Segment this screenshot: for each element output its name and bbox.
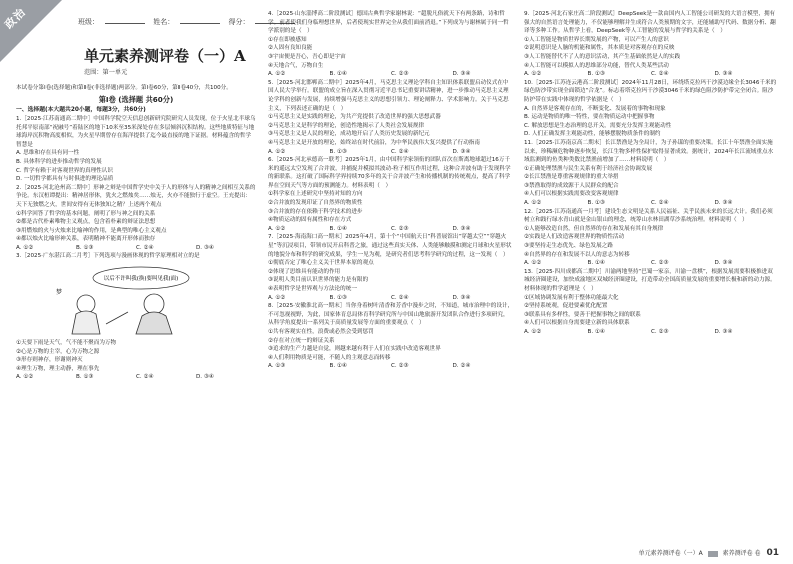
footer-label: 卷 (754, 550, 761, 557)
answer-choice[interactable]: D. ②④ (452, 363, 471, 370)
class-field-label: 班级： (78, 18, 99, 26)
option-list (16, 339, 256, 373)
figure-2-head (144, 294, 164, 314)
answer-choices (16, 373, 256, 382)
option-statement: ④物质运动的固有属性和存在方式 (268, 217, 352, 224)
option-statement: ①科学家在上述研究中坚持对知的方向 (268, 191, 363, 198)
option-list (524, 294, 778, 328)
page-title: 单元素养测评卷（一）A (84, 47, 246, 65)
option-statement: ③要坚持走生态优先、绿色发展之路 (524, 243, 613, 250)
answer-choices (268, 362, 514, 371)
question (16, 252, 256, 382)
option-statement: ②人固有良知良能 (268, 45, 313, 52)
answer-choice[interactable]: A. ①② (268, 294, 286, 301)
option-list (16, 210, 256, 244)
answer-choice[interactable]: B. ①③ (587, 71, 605, 78)
answer-choice[interactable]: A. ①② (268, 148, 286, 155)
col2-question-list (268, 10, 514, 371)
cartoon-illustration (46, 264, 196, 336)
option-statement: ①正确处理禁渔与民生关系有利于经济社会协调发展 (524, 165, 653, 172)
option-statement: ①区域协调发展有利于整体功能最大化 (524, 294, 619, 301)
option-statement: ②心是万物的主宰，心为万物之源 (16, 348, 100, 355)
answer-choice[interactable]: A. ①② (524, 260, 542, 267)
answer-choice[interactable]: C. ②④ (136, 244, 154, 251)
answer-choice[interactable]: D. ③④ (452, 294, 471, 301)
option-statement: ③宇宙便是吾心，吾心即是宇宙 (268, 53, 346, 60)
answer-choice[interactable]: C. ②③ (651, 328, 669, 335)
answer-choice[interactable]: D. ③④ (452, 71, 471, 78)
answer-choice[interactable]: B. ①④ (329, 225, 347, 232)
question (268, 233, 514, 302)
answer-choice[interactable]: B. ①③ (587, 200, 605, 207)
answer-choices (524, 328, 778, 337)
footer-divider (708, 551, 718, 557)
option-statement: ①人能够改造自然，但自然界的存在和发展有其自身规律 (524, 225, 664, 232)
answer-choice[interactable]: D. ③④ (714, 200, 733, 207)
answer-choice[interactable]: A. ①② (524, 328, 542, 335)
question (524, 208, 778, 268)
answer-choice[interactable]: C. ②④ (391, 294, 409, 301)
option-list (268, 113, 514, 147)
question (16, 184, 256, 253)
answer-choice[interactable]: C. ②③ (651, 260, 669, 267)
answer-choices (268, 294, 514, 303)
option-statement: ③联系具有多样性，要善于把握事物之间的联系 (524, 311, 641, 318)
question-stem: 7.［2025·海南海口高一期末］2025年4月，第十个“中国航天日”科普展馆出“穿越太空”“穿越火星”等沉浸项目，带领市民开启科普之旅，通过这些真实天体、人类能够触摸和测定月球和火星形状的地貌分布和科学的研究成果，学生一见为观，是研究者们思考科学研究的过程，这一发现（ ） (268, 234, 512, 258)
option-statement: ④马克思主义是开放的理论，始终站在时代前沿，为中华民族伟大复兴提供了行动指南 (268, 139, 480, 146)
column-3 (524, 10, 778, 337)
option-statement: ①共有客观实在性，浪费或必然会受到惩罚 (268, 328, 374, 335)
option-list (268, 36, 514, 70)
option-list (268, 190, 514, 224)
option-statement: C. 哲学有赖于对客观世界的真理性认识 (16, 167, 113, 174)
answer-choice[interactable]: C. ②④ (136, 374, 154, 381)
question-stem: 11.［2025·江苏南京高二期末］长江禁渔是为全局计，为子孙谋的重要决策。长江十年禁渔全面实施以来，珍稀濒危物种逐步恢复，长江生物多样性保护取得显著成效。据统计，2024年长江流域重点水域监测到的鱼类种类数比禁渔前增加了……材料说明（ ） (524, 139, 774, 164)
option-statement: ③说明人类目前认识世界的能力是有限的 (268, 277, 369, 284)
question-stem: 8.［2025·安徽淮北高一期末］当你身着树叶清香和芳香中漫步之时，不知道，城市治理中的设计，不可忽视视野，为此，国家体育总局体育科学研究所与中国山地旅游开发团队合作进行多项研究，从科学角度提出一系列关于高质量发展等方面的重要观点（ ） (268, 303, 514, 327)
option-statement: ②合并波的发现印证了自然界的物质性 (268, 200, 363, 207)
answer-choice[interactable]: C. ②④ (391, 148, 409, 155)
answer-choice[interactable]: D. ③④ (452, 148, 471, 155)
answer-choice[interactable]: B. ①④ (587, 328, 605, 335)
option-statement: ①科学回答了哲学的基本问题，阐明了形与神之间的关系 (16, 210, 156, 217)
option-statement: ④理生万物，理主动静，理在事先 (16, 365, 100, 372)
answer-choice[interactable]: D. ③④ (714, 71, 733, 78)
score-field-label: 得分： (228, 18, 250, 26)
question-stem: 13.［2025·四川成都高二期中］川渝两地坚持“巴蜀一家亲，川渝一盘棋”，根据发展需要积极推进双城经济圈建设，加快成渝地区双城经济圈建设，打造带动全国高质量发展的重要增长极和新的动力源。材料体现的哲学道理是（ ） (524, 268, 776, 292)
answer-choice[interactable]: D. ③④ (196, 244, 214, 251)
column-2 (268, 10, 514, 371)
option-statement: ①天要下雨是天气，气不能不聚而为万物 (16, 340, 117, 347)
option-list (268, 328, 514, 362)
option-statement: D. 一切哲学都具有与时俱进的理论品质 (16, 176, 114, 183)
answer-choice[interactable]: C. ②④ (651, 200, 669, 207)
answer-choice[interactable]: A. ①② (268, 71, 286, 78)
option-list (16, 149, 256, 183)
question (524, 79, 778, 139)
answer-choices (524, 199, 778, 208)
col1-question-list (16, 115, 256, 382)
answer-choice[interactable]: B. ①③ (329, 294, 347, 301)
footer-middle: 素养测评卷 (722, 550, 753, 557)
answer-choice[interactable]: B. ①③ (76, 244, 94, 251)
option-statement: ④人们可以根据自身需要建立新的具体联系 (524, 320, 630, 327)
option-statement: ②都是古代朴素唯物主义观点，包含着朴素的辩证法思想 (16, 219, 156, 226)
option-list (524, 165, 778, 199)
answer-choice[interactable]: C. ②④ (651, 71, 669, 78)
question (268, 302, 514, 371)
option-list (524, 225, 778, 259)
option-statement: C. 解放思想是生态治理的总开关，需要充分发挥主观能动性 (524, 122, 672, 129)
question (524, 268, 778, 337)
option-statement: ④表明哲学是世界观与方法论的统一 (268, 286, 357, 292)
answer-choice[interactable]: B. ①④ (329, 363, 347, 370)
answer-choice[interactable]: D. ③④ (196, 374, 214, 381)
page-footer (639, 548, 779, 558)
question (524, 139, 778, 208)
option-statement: A. 自然界是客观存在的，不断变化、发展着的事物和现象 (524, 105, 666, 112)
option-statement: ①马克思主义是实践的理论，为共产党提供了改造世界的强大思想武器 (268, 114, 441, 121)
answer-choice[interactable]: B. ①④ (329, 71, 347, 78)
question-stem: 10.［2025·江苏连云港高二阶段测试］2024年11月28日，环绕塔克拉玛干沙漠边缘全长3046千米的绿色防沙带实现全面锁边“合龙”。标志着塔克拉玛干沙漠3046千米的绿色阻沙防护带完全闭合。阻沙防护带在实践中体现的哲学依据是（ ） (524, 79, 777, 103)
answer-choice[interactable]: A. ①② (16, 374, 34, 381)
question (524, 10, 778, 79)
answer-choice[interactable]: C. ②③ (391, 71, 409, 78)
option-statement: B. 具体科学的进步推动哲学的发展 (16, 158, 102, 165)
option-statement: ④人们利用物质是可能，不随人的主观意志而转移 (268, 354, 391, 361)
question-stem: 5.［2025·河北邯郸高二期中］2025年4月，马克思主义理论学科自主知识体系联盟启动仪式在中国人民大学举行。联盟的成立旨在深入贯彻习近平总书记重要讲话精神，进一步推动马克思主义理论学科的创新与发展，持续增强马克思主义的思想引领力、理论阐释力、学术影响力。关于马克思主义，下列表述正确的是（ ） (268, 79, 509, 112)
answer-choice[interactable]: A. ①② (524, 71, 542, 78)
answer-choices (16, 244, 256, 253)
question-stem: 4.［2025·山东淄博高二阶段测试］德国古典哲学家谢林说：“超脱凡俗就天下有两条路，诗和哲学。前者使我们身临理想世界，后者使现实世界完全从我们面前消退。”下列成为与谢林属于同一哲学派别的是（ ） (268, 11, 509, 35)
option-statement: ②实践是人们改造客观世界的物质性活动 (524, 234, 625, 241)
answer-choice[interactable]: C. ②③ (391, 363, 409, 370)
answer-choice[interactable]: A. ①② (16, 244, 34, 251)
scope-text: 范围：第一单元 (84, 69, 128, 76)
question-stem: 9.［2025·河北石家庄高二阶段测试］DeepSeek是一款由国内人工智能公司研发的大语言模型，拥有强大的自然语言处理能力，不仅能够理解并生成符合人类预期的文字，还能辅助写代码、数据分析、翻译等多种工作。从哲学上看，DeepSeek等人工智能的发展与哲学的关系是（ ） (524, 11, 776, 35)
question-stem: 12.［2025·江苏南通高一月考］建设生态文明是关系人民福祉、关乎民族未来的长远大计。我们必须树立和践行绿水青山就是金山银山的理念，统筹山水林田湖草沙系统治理。材料说明（ ） (524, 208, 773, 224)
question-stem: 2.［2025·河北沧州高二期中］形神之辩是中国哲学史中关于人的形体与人的精神之间相互关系的争论。东汉桓谭提出：精神居形体，犹火之燃烛矣……烛无，火亦不能独行于虚空。王充提出：天下无独燃之火，世间安得有无体独知之精？上述两个观点 (16, 184, 256, 208)
option-statement: ②说明意识是人脑的机能和属性，其本质是对客观存在的反映 (524, 45, 675, 52)
answer-choice[interactable]: B. ①④ (587, 260, 605, 267)
answer-choice[interactable]: D. ③④ (452, 225, 471, 232)
option-statement: D. 人们正确发挥主观能动性，能够摆脱物质条件的制约 (524, 131, 661, 138)
option-statement: ④都以烛火比喻形神关系，表明精神不能离开形体而独存 (16, 236, 156, 243)
option-statement: ①人工智能是物质世界长期发展的产物，可以产生人的意识 (524, 36, 669, 43)
name-field-label: 姓名： (153, 18, 175, 26)
question-stem: 3.［2025·广东湛江高二月考］下列选项与漫画体现的哲学原理相对立的是 (16, 253, 200, 260)
answer-choice[interactable]: B. ①③ (329, 148, 347, 155)
question (268, 10, 514, 79)
cartoon-svg (46, 264, 196, 336)
option-statement: ②体现了思维具有能动的作用 (268, 268, 341, 275)
answer-choices (268, 225, 514, 234)
figure-1-head (77, 295, 95, 313)
option-statement: ③形存则神存，形谢则神灭 (16, 357, 83, 364)
answer-choices (268, 70, 514, 79)
cartoon-caption: 以后不许叫我(换)要叫见我(面) (103, 276, 179, 283)
answer-choices (524, 259, 778, 268)
option-statement: ④天地合气，万物自生 (268, 62, 324, 69)
intro-text: 本试卷分第Ⅰ卷(选择题)和第Ⅱ卷(非选择题)两部分。第Ⅰ卷60分，第Ⅱ卷40分，共100分。 (16, 84, 232, 91)
option-list (524, 36, 778, 70)
answer-choice[interactable]: A. ①② (524, 200, 542, 207)
figure-2-body (136, 312, 172, 334)
option-statement: ③人工智能替代不了人的意识活动，其产生基础依然是人的实践 (524, 53, 681, 60)
option-list (268, 259, 514, 293)
answer-choice[interactable]: D. ③④ (714, 328, 733, 335)
question-stem: 6.［2025·河北承德高一联考］2025年1月，由中国科学家领衔的团队首次在斯离地球超过16万千米的遥远太空发现了合并波，并捕捉并模拟其波动-粒子相互作用过程，这种合并波有助于发现科学的新联系。这打破了国际科学界持续70多年的关于合并波产生和传播机制的传统观点，提高了科学界在空间天气等方面的预测能力。材料表明（ ） (268, 157, 511, 189)
page-number: 01 (766, 548, 779, 558)
answer-choice[interactable]: A. ①② (268, 225, 286, 232)
answer-choice[interactable]: D. ③④ (714, 260, 733, 267)
option-statement: ②存在对立统一的辩证关系 (268, 337, 335, 344)
answer-choice[interactable]: A. ①③ (268, 363, 286, 370)
section-1-heading: 一、选择题(本大题共20小题，每题3分，共60分) (16, 107, 146, 114)
option-statement: ③禁渔取得的成效源于人民群众的配合 (524, 182, 619, 189)
option-statement: ③追求的生产力越是自觉，则越来越有利于人们在实践中改造客观世界 (268, 346, 441, 353)
part-1-heading: 第Ⅰ卷 (选择题 共60分) (98, 94, 174, 104)
option-statement: ③用燃烛的火与火烛来比喻神的作用，是典型的唯心主义观点 (16, 227, 167, 234)
option-statement: ②长江禁渔是尊重客观规律的重大举措 (524, 174, 619, 181)
question-stem: 1.［2025·江苏南通高二期中］中国科学院空天信息创新研究院研究人员发现，位于火星北半球乌托邦平原南部“祝融号”着陆区的地下10米至35米深处存在多层倾斜沉积结构。这些地质特征与地球海岸沉积物高度相似，为火星早期曾存在海洋提供了迄今最直接的地下证据。材料蕴含的哲学智慧是 (16, 115, 256, 148)
option-statement: ④人工智能可以模拟人的思维部分功能，替代人类某些活动 (524, 62, 669, 69)
answer-choices (268, 148, 514, 157)
option-list (524, 105, 778, 139)
option-statement: ①彻底否定了唯心主义关于世界本原的观点 (268, 260, 374, 267)
option-statement: ③马克思主义是人民的理论，成功地开启了人类历史发展的新纪元 (268, 131, 430, 138)
column-1 (16, 10, 256, 382)
cartoon-label: 梦 (56, 289, 63, 297)
question (268, 79, 514, 156)
question (16, 115, 256, 184)
col3-question-list (524, 10, 778, 337)
option-statement: B. 运动是物质的唯一特性，要在物质运动中把握事物 (524, 114, 655, 121)
footer-left: 单元素养测评卷（一）A (638, 550, 703, 557)
option-statement: A. 思维和存在具有同一性 (16, 150, 80, 157)
figure-1-body (72, 311, 100, 334)
option-statement: ②坚持系统观，促进要素优化配置 (524, 303, 608, 310)
answer-choices (524, 70, 778, 79)
subject-label: 政治 (2, 5, 29, 32)
option-statement: ①存在即被感知 (268, 36, 307, 43)
option-statement: ④人们可以根据实践需要改变客观规律 (524, 191, 619, 198)
pointing-stick (106, 312, 128, 324)
option-statement: ④自然界的存在和发展不以人的意志为转移 (524, 251, 630, 258)
answer-choice[interactable]: C. ②③ (391, 225, 409, 232)
option-statement: ②马克思主义是科学的理论，创造性地揭示了人类社会发展规律 (268, 122, 425, 129)
option-statement: ③合并波的存在依赖于科学技术的进步 (268, 208, 363, 215)
answer-choice[interactable]: B. ①③ (76, 374, 94, 381)
question (268, 156, 514, 233)
